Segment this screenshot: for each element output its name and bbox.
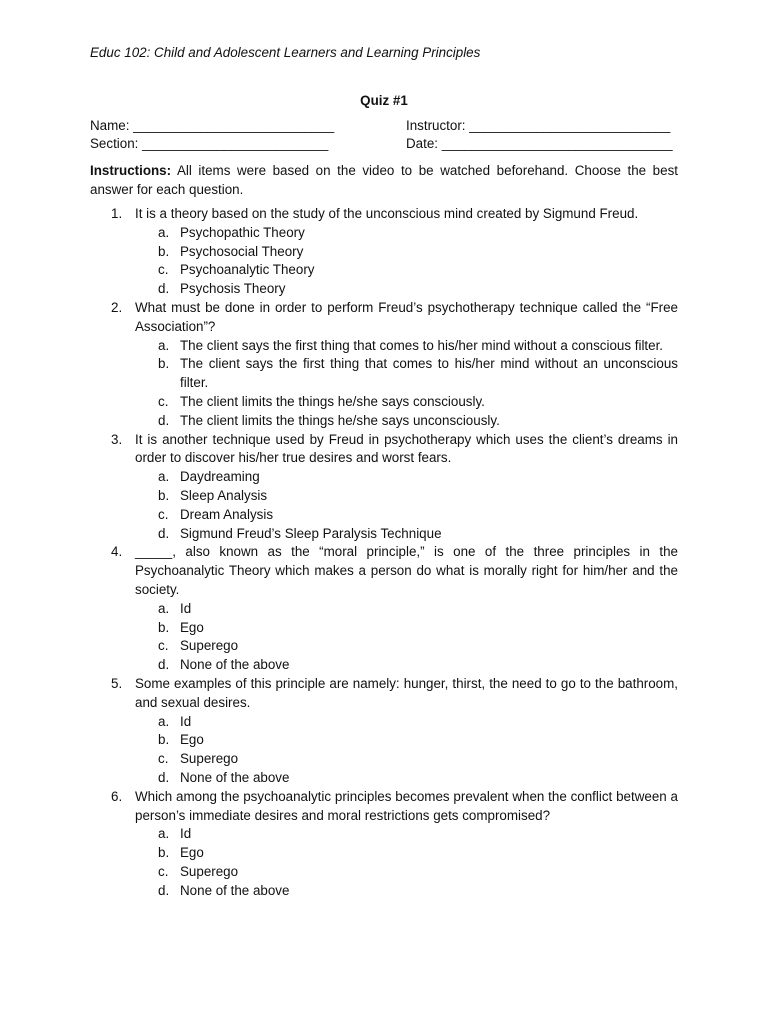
question-item bbox=[90, 543, 678, 675]
instructions-label: Instructions: bbox=[90, 163, 172, 178]
question-text: It is another technique used by Freud in psychotherapy which uses the client’s dreams in order to discover his/her true desires and worst fears. bbox=[135, 431, 678, 466]
option-letter: d. bbox=[158, 657, 170, 673]
option-text: Dream Analysis bbox=[180, 506, 274, 522]
option-letter: b. bbox=[158, 732, 170, 748]
question-list bbox=[90, 205, 678, 900]
option-text: Sleep Analysis bbox=[180, 487, 268, 503]
question-item bbox=[90, 431, 678, 544]
option-letter: c. bbox=[158, 506, 169, 522]
option-letter: d. bbox=[158, 769, 170, 785]
option-text: Id bbox=[180, 826, 192, 842]
answer-option bbox=[135, 224, 678, 243]
answer-option bbox=[135, 863, 678, 882]
option-letter: c. bbox=[158, 393, 169, 409]
option-letter: a. bbox=[158, 469, 170, 485]
option-letter: d. bbox=[158, 281, 170, 297]
option-letter: a. bbox=[158, 600, 170, 616]
option-letter: b. bbox=[158, 845, 170, 861]
question-item bbox=[90, 299, 678, 431]
option-letter: c. bbox=[158, 751, 169, 767]
option-letter: b. bbox=[158, 619, 170, 635]
question-number: 3. bbox=[111, 431, 123, 447]
option-text: The client limits the things he/she says consciously. bbox=[180, 393, 485, 409]
name-field: Name: ___________________________ bbox=[90, 118, 335, 133]
instructor-field: Instructor: ___________________________ bbox=[406, 118, 671, 133]
info-row-name-instructor bbox=[90, 118, 678, 133]
option-text: The client says the first thing that comes to his/her mind without an unconscious filter. bbox=[180, 356, 678, 391]
answer-option bbox=[135, 713, 678, 732]
question-item bbox=[90, 205, 678, 299]
option-list bbox=[135, 224, 678, 299]
option-text: The client limits the things he/she says unconsciously. bbox=[180, 412, 500, 428]
question-text: _____, also known as the “moral principle,” is one of the three principles in the Psychoanalytic Theory which makes a person do what is morally right for him/her and the society. bbox=[135, 544, 678, 597]
question-number: 4. bbox=[111, 544, 123, 560]
option-letter: c. bbox=[158, 262, 169, 278]
option-text: Id bbox=[180, 713, 192, 729]
answer-option bbox=[135, 506, 678, 525]
answer-option bbox=[135, 619, 678, 638]
option-list bbox=[135, 825, 678, 900]
option-letter: c. bbox=[158, 863, 169, 879]
answer-option bbox=[135, 393, 678, 412]
option-text: The client says the first thing that comes to his/her mind without a conscious filter. bbox=[180, 337, 664, 353]
answer-option bbox=[135, 731, 678, 750]
option-text: Superego bbox=[180, 751, 239, 767]
option-text: Superego bbox=[180, 863, 239, 879]
option-letter: d. bbox=[158, 525, 170, 541]
option-text: Psychoanalytic Theory bbox=[180, 262, 315, 278]
answer-option bbox=[135, 825, 678, 844]
option-letter: c. bbox=[158, 638, 169, 654]
option-text: Daydreaming bbox=[180, 469, 260, 485]
section-field: Section: _________________________ bbox=[90, 136, 329, 151]
answer-option bbox=[135, 882, 678, 901]
option-text: Sigmund Freud’s Sleep Paralysis Technique bbox=[180, 525, 442, 541]
answer-option bbox=[135, 656, 678, 675]
answer-option bbox=[135, 844, 678, 863]
option-text: Superego bbox=[180, 638, 239, 654]
option-text: None of the above bbox=[180, 882, 290, 898]
option-text: Psychosis Theory bbox=[180, 281, 286, 297]
instructions bbox=[90, 161, 678, 199]
answer-option bbox=[135, 769, 678, 788]
answer-option bbox=[135, 355, 678, 393]
option-list bbox=[135, 600, 678, 675]
option-letter: d. bbox=[158, 412, 170, 428]
question-text: Which among the psychoanalytic principles becomes prevalent when the conflict between a person’s immediate desires and moral restrictions gets compromised? bbox=[135, 788, 678, 823]
answer-option bbox=[135, 337, 678, 356]
option-letter: a. bbox=[158, 826, 170, 842]
answer-option bbox=[135, 525, 678, 544]
date-field: Date: _______________________________ bbox=[406, 136, 673, 151]
question-text: What must be done in order to perform Freud’s psychotherapy technique called the “Free Association”? bbox=[135, 299, 678, 334]
quiz-title: Quiz #1 bbox=[360, 93, 408, 108]
answer-option bbox=[135, 468, 678, 487]
option-text: Psychosocial Theory bbox=[180, 243, 304, 259]
option-text: None of the above bbox=[180, 657, 290, 673]
option-text: Ego bbox=[180, 732, 204, 748]
option-text: Id bbox=[180, 600, 192, 616]
option-list bbox=[135, 713, 678, 788]
question-number: 6. bbox=[111, 788, 123, 804]
answer-option bbox=[135, 261, 678, 280]
option-list bbox=[135, 337, 678, 431]
option-text: Ego bbox=[180, 619, 204, 635]
option-letter: b. bbox=[158, 356, 170, 372]
question-text: It is a theory based on the study of the unconscious mind created by Sigmund Freud. bbox=[135, 206, 639, 221]
answer-option bbox=[135, 487, 678, 506]
question-text: Some examples of this principle are namely: hunger, thirst, the need to go to the bathroom, and sexual desires. bbox=[135, 675, 678, 710]
option-text: Psychopathic Theory bbox=[180, 224, 305, 240]
question-number: 1. bbox=[111, 206, 123, 221]
option-letter: a. bbox=[158, 713, 170, 729]
option-text: None of the above bbox=[180, 769, 290, 785]
question-item bbox=[90, 675, 678, 788]
option-letter: a. bbox=[158, 224, 170, 240]
answer-option bbox=[135, 243, 678, 262]
answer-option bbox=[135, 637, 678, 656]
answer-option bbox=[135, 412, 678, 431]
instructions-text: All items were based on the video to be watched beforehand. Choose the best answer for each question. bbox=[90, 163, 678, 197]
course-title: Educ 102: Child and Adolescent Learners and Learning Principles bbox=[90, 45, 481, 60]
question-item bbox=[90, 788, 678, 901]
question-number: 2. bbox=[111, 299, 123, 315]
option-letter: d. bbox=[158, 882, 170, 898]
answer-option bbox=[135, 750, 678, 769]
option-letter: b. bbox=[158, 487, 170, 503]
answer-option bbox=[135, 600, 678, 619]
answer-option bbox=[135, 280, 678, 299]
option-text: Ego bbox=[180, 845, 204, 861]
option-letter: b. bbox=[158, 243, 170, 259]
info-row-section-date bbox=[90, 136, 678, 151]
option-list bbox=[135, 468, 678, 543]
question-number: 5. bbox=[111, 675, 123, 691]
option-letter: a. bbox=[158, 337, 170, 353]
